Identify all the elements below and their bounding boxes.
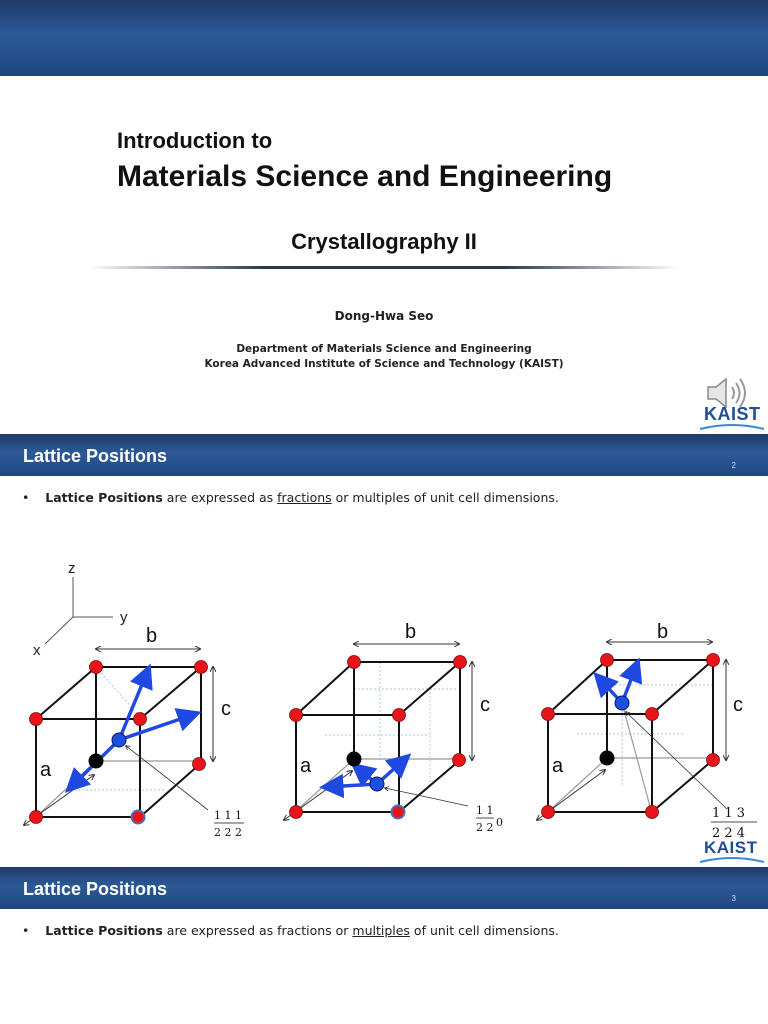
slide2-title: Lattice Positions — [23, 446, 168, 466]
cube3-label-a: a — [552, 755, 564, 777]
cube3-label-b: b — [657, 621, 669, 643]
position-label-2 — [476, 804, 503, 834]
bullet-term: Lattice Positions — [45, 923, 163, 938]
department-name: Department of Materials Science and Engineering — [236, 343, 532, 355]
slide3-title: Lattice Positions — [23, 879, 168, 899]
cube2-label-b: b — [405, 621, 417, 643]
bullet-underlined-word: fractions — [277, 490, 332, 505]
cube3-label-c: c — [733, 694, 743, 716]
position-1-denominator: 2 2 2 — [214, 826, 242, 839]
coordinate-axes — [45, 577, 113, 644]
unit-cell-2 — [284, 644, 472, 820]
position-2-numerator: 1 1 — [476, 804, 494, 817]
position-3-numerator: 1 1 3 — [712, 806, 746, 821]
slide3-bullet: • Lattice Positions are expressed as fractions or multiples of unit cell dimensions. — [22, 923, 559, 938]
institute-name: Korea Advanced Institute of Science and Technology (KAIST) — [204, 358, 564, 370]
cube1-label-c: c — [221, 698, 231, 720]
cube1-label-a: a — [40, 759, 52, 781]
bullet-text-1: are expressed as — [162, 490, 278, 505]
slide3-page-number: 3 — [731, 894, 736, 903]
position-1-numerator: 1 1 1 — [214, 809, 242, 822]
axis-label-y: y — [120, 609, 128, 626]
position-2-extra: 0 — [496, 816, 503, 829]
kaist-logo: KAIST — [704, 404, 761, 424]
lattice-diagram — [0, 545, 768, 865]
position-3-denominator: 2 2 4 — [712, 826, 746, 841]
title-slide-header-bar — [0, 0, 768, 76]
slide2-title-bar — [0, 434, 768, 476]
author-name: Dong-Hwa Seo — [334, 309, 434, 323]
unit-cell-3 — [537, 642, 726, 820]
intro-text: Introduction to — [117, 128, 273, 153]
bullet-underlined-word: multiples — [352, 923, 410, 938]
bullet-text-2: of unit cell dimensions. — [409, 923, 559, 938]
lecture-subtitle: Crystallography II — [291, 229, 477, 254]
axis-label-x: x — [33, 642, 41, 659]
kaist-logo-swoosh — [698, 423, 766, 431]
slide3-title-bar — [0, 867, 768, 909]
bullet-text-1: are expressed as fractions or — [162, 923, 353, 938]
course-title: Materials Science and Engineering — [117, 160, 613, 193]
cube2-label-a: a — [300, 755, 312, 777]
cube1-label-b: b — [146, 625, 158, 647]
kaist-logo-swoosh-slide2 — [698, 856, 766, 864]
axis-label-z: z — [68, 560, 76, 577]
slide2-page-number: 2 — [731, 461, 736, 470]
bullet-text-2: or multiples of unit cell dimensions. — [331, 490, 559, 505]
position-label-3 — [711, 806, 757, 841]
affiliation — [0, 342, 768, 372]
title-divider — [88, 266, 680, 269]
position-2-denominator: 2 2 — [476, 821, 494, 834]
cube2-label-c: c — [480, 694, 490, 716]
kaist-logo-slide2: KAIST — [704, 838, 758, 857]
unit-cell-1 — [24, 649, 213, 825]
bullet-term: Lattice Positions — [45, 490, 163, 505]
position-label-1 — [214, 809, 244, 839]
slide2-bullet: • Lattice Positions are expressed as fractions or multiples of unit cell dimensions. — [22, 490, 559, 505]
